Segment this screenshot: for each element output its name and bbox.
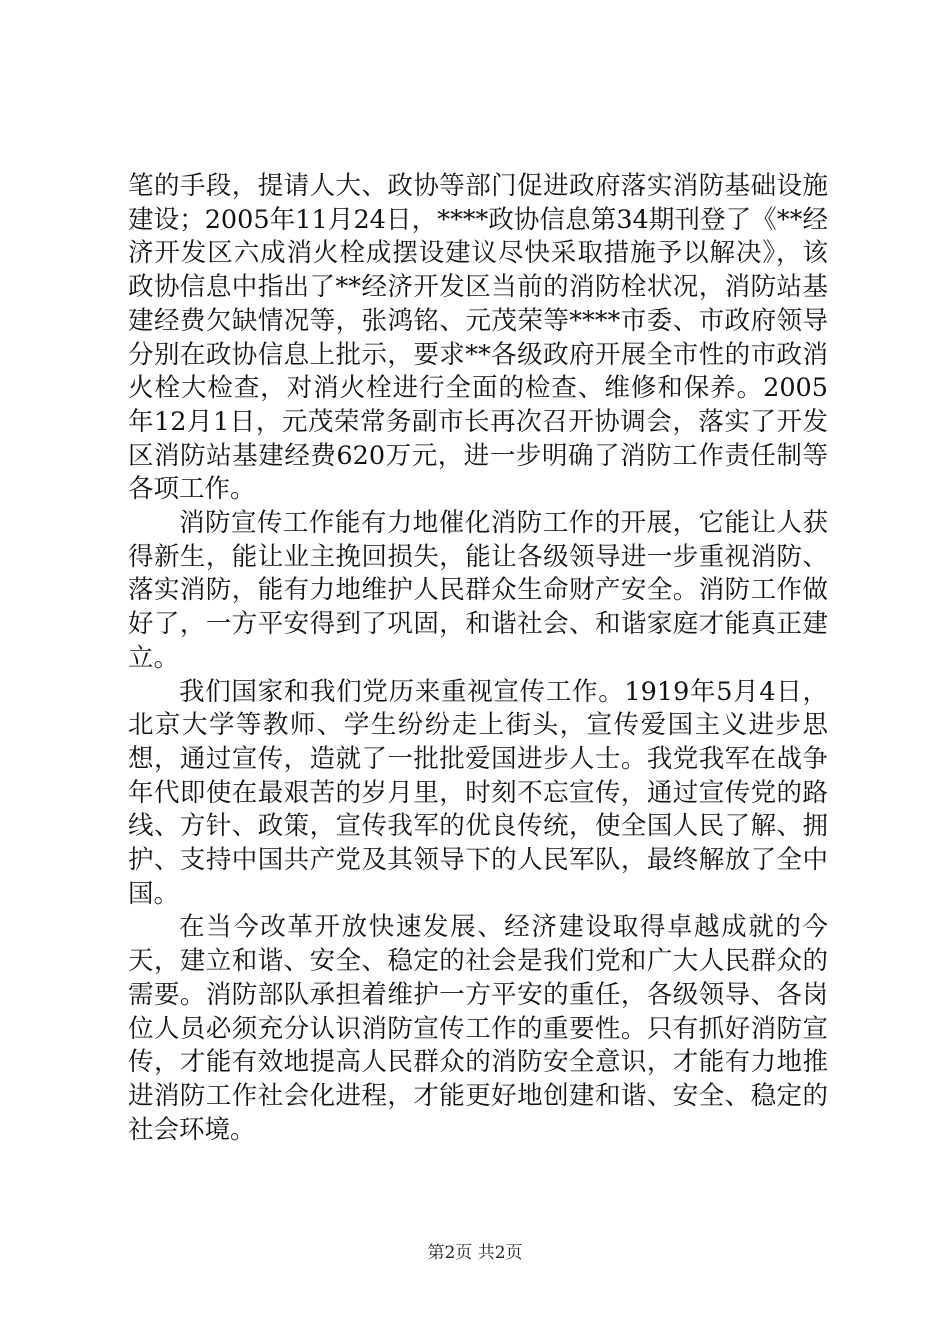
page-number-footer: 第2页 共2页 xyxy=(427,1243,523,1263)
paragraph: 在当今改革开放快速发展、经济建设取得卓越成就的今天，建立和谐、安全、稳定的社会是我们党和广大人民群众的需要。消防部队承担着维护一方平安的重任，各级领导、各岗位人员必须充分认识消防宣传工作的重要性。只有抓好消防宣传，才能有效地提高人民群众的消防安全意识，才能有力地推进消防工作社会化进程，才能更好地创建和谐、安全、稳定的社会环境。 xyxy=(128,912,828,1145)
document-body xyxy=(128,170,828,1147)
paragraph-continued: 笔的手段，提请人大、政协等部门促进政府落实消防基础设施建设；2005年11月24日，****政协信息第34期刊登了《**经济开发区六成消火栓成摆设建议尽快采取措施予以解决》，该政协信息中指出了**经济开发区当前的消防栓状况，消防站基建经费欠缺情况等，张鸿铭、元茂荣等****市委、市政府领导分别在政协信息上批示，要求**各级政府开展全市性的市政消火栓大检查，对消火栓进行全面的检查、维修和保养。2005年12月1日，元茂荣常务副市长再次召开协调会，落实了开发区消防站基建经费620万元，进一步明确了消防工作责任制等各项工作。 xyxy=(128,171,828,505)
paragraph: 消防宣传工作能有力地催化消防工作的开展，它能让人获得新生，能让业主挽回损失，能让各级领导进一步重视消防、落实消防，能有力地维护人民群众生命财产安全。消防工作做好了，一方平安得到了巩固，和谐社会、和谐家庭才能真正建立。 xyxy=(128,508,828,673)
paragraph: 我们国家和我们党历来重视宣传工作。1919年5月4日，北京大学等教师、学生纷纷走上街头，宣传爱国主义进步思想，通过宣传，造就了一批批爱国进步人士。我党我军在战争年代即使在最艰苦的岁月里，时刻不忘宣传，通过宣传党的路线、方针、政策，宣传我军的优良传统，使全国人民了解、拥护、支持中国共产党及其领导下的人民军队，最终解放了全中国。 xyxy=(128,676,828,909)
